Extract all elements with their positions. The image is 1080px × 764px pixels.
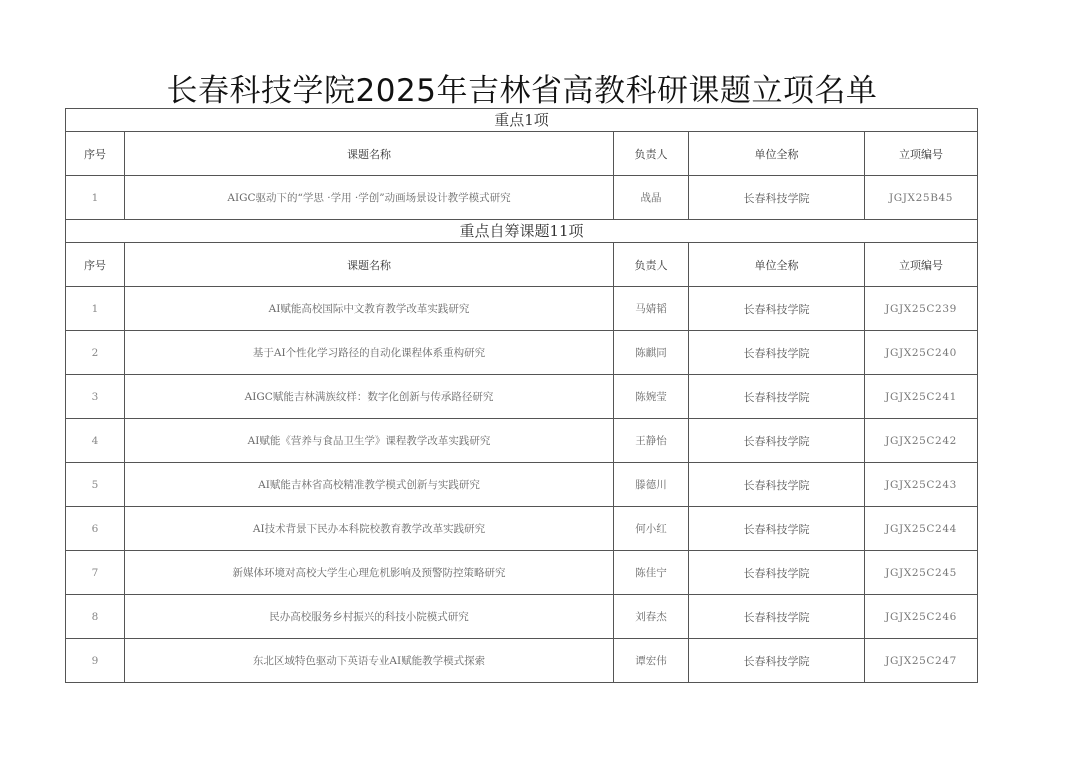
cell-unit: 长春科技学院 (689, 595, 865, 639)
cell-leader: 陈佳宁 (614, 551, 689, 595)
table-row (66, 595, 978, 639)
cell-code: JGJX25C247 (865, 639, 978, 683)
cell-no: 3 (66, 375, 125, 419)
cell-leader: 马婧韬 (614, 287, 689, 331)
cell-code: JGJX25C243 (865, 463, 978, 507)
table-row (66, 419, 978, 463)
table-row (66, 176, 978, 220)
table-row (66, 463, 978, 507)
cell-no: 2 (66, 331, 125, 375)
table-row (66, 331, 978, 375)
cell-leader: 陈麒同 (614, 331, 689, 375)
cell-no: 7 (66, 551, 125, 595)
cell-code: JGJX25C239 (865, 287, 978, 331)
cell-name: 新媒体环境对高校大学生心理危机影响及预警防控策略研究 (125, 551, 614, 595)
cell-no: 8 (66, 595, 125, 639)
cell-unit: 长春科技学院 (689, 507, 865, 551)
project-list-table (65, 108, 978, 683)
header-no: 序号 (66, 132, 125, 176)
cell-unit: 长春科技学院 (689, 287, 865, 331)
cell-leader: 滕德川 (614, 463, 689, 507)
cell-code: JGJX25C244 (865, 507, 978, 551)
cell-leader: 陈婉莹 (614, 375, 689, 419)
table-row (66, 507, 978, 551)
cell-unit: 长春科技学院 (689, 463, 865, 507)
column-header-row (66, 132, 978, 176)
header-name: 课题名称 (125, 132, 614, 176)
cell-no: 6 (66, 507, 125, 551)
cell-unit: 长春科技学院 (689, 639, 865, 683)
cell-name: 东北区域特色驱动下英语专业AI赋能教学模式探索 (125, 639, 614, 683)
section-title: 重点1项 (66, 109, 978, 132)
cell-code: JGJX25C242 (865, 419, 978, 463)
cell-code: JGJX25C240 (865, 331, 978, 375)
cell-name: AI赋能高校国际中文教育教学改革实践研究 (125, 287, 614, 331)
header-unit: 单位全称 (689, 132, 865, 176)
header-leader: 负责人 (614, 243, 689, 287)
cell-no: 1 (66, 176, 125, 220)
cell-code: JGJX25C246 (865, 595, 978, 639)
cell-leader: 王静怡 (614, 419, 689, 463)
cell-name: 民办高校服务乡村振兴的科技小院模式研究 (125, 595, 614, 639)
cell-name: AI赋能《营养与食品卫生学》课程教学改革实践研究 (125, 419, 614, 463)
cell-code: JGJX25B45 (865, 176, 978, 220)
cell-unit: 长春科技学院 (689, 176, 865, 220)
table-row (66, 375, 978, 419)
column-header-row (66, 243, 978, 287)
cell-leader: 战晶 (614, 176, 689, 220)
table-row (66, 551, 978, 595)
header-unit: 单位全称 (689, 243, 865, 287)
cell-name: AI技术背景下民办本科院校教育教学改革实践研究 (125, 507, 614, 551)
page-title: 长春科技学院2025年吉林省高教科研课题立项名单 (166, 73, 878, 109)
cell-name: 基于AI个性化学习路径的自动化课程体系重构研究 (125, 331, 614, 375)
header-name: 课题名称 (125, 243, 614, 287)
section-header-row (66, 220, 978, 243)
header-no: 序号 (66, 243, 125, 287)
cell-name: AI赋能吉林省高校精准教学模式创新与实践研究 (125, 463, 614, 507)
cell-leader: 刘春杰 (614, 595, 689, 639)
cell-no: 5 (66, 463, 125, 507)
cell-code: JGJX25C245 (865, 551, 978, 595)
cell-unit: 长春科技学院 (689, 331, 865, 375)
cell-unit: 长春科技学院 (689, 419, 865, 463)
header-code: 立项编号 (865, 132, 978, 176)
header-leader: 负责人 (614, 132, 689, 176)
cell-no: 9 (66, 639, 125, 683)
cell-unit: 长春科技学院 (689, 375, 865, 419)
cell-name: AIGC赋能吉林满族纹样：数字化创新与传承路径研究 (125, 375, 614, 419)
table-row (66, 287, 978, 331)
cell-no: 4 (66, 419, 125, 463)
cell-name: AIGC驱动下的“学思 ·学用 ·学创”动画场景设计教学模式研究 (125, 176, 614, 220)
section-header-row (66, 109, 978, 132)
cell-leader: 何小红 (614, 507, 689, 551)
header-code: 立项编号 (865, 243, 978, 287)
cell-unit: 长春科技学院 (689, 551, 865, 595)
cell-leader: 谭宏伟 (614, 639, 689, 683)
cell-code: JGJX25C241 (865, 375, 978, 419)
cell-no: 1 (66, 287, 125, 331)
section-title: 重点自筹课题11项 (66, 220, 978, 243)
table-row (66, 639, 978, 683)
